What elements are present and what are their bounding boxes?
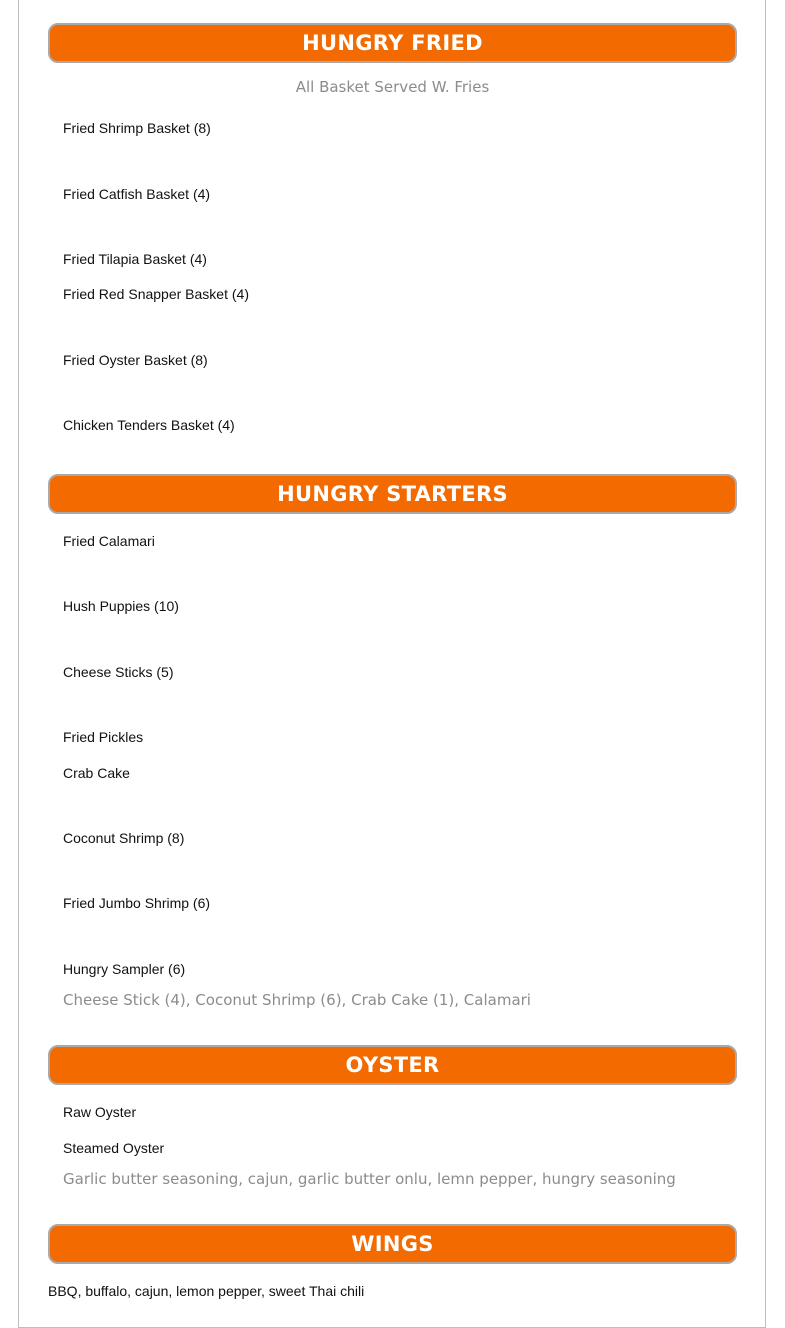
- menu-item: Steamed Oyster: [63, 1140, 165, 1156]
- menu-item: Crab Cake: [63, 765, 130, 781]
- section-header-wings: WINGS: [48, 1224, 737, 1264]
- menu-item: Coconut Shrimp (8): [63, 830, 185, 846]
- section-subtitle: All Basket Served W. Fries: [295, 78, 490, 96]
- wings-flavors: BBQ, buffalo, cajun, lemon pepper, sweet Thai chili: [48, 1283, 365, 1299]
- menu-item: Fried Shrimp Basket (8): [63, 120, 211, 136]
- menu-item: Hungry Sampler (6): [63, 961, 186, 977]
- menu-item: Hush Puppies (10): [63, 598, 179, 614]
- menu-item: Fried Jumbo Shrimp (6): [63, 895, 211, 911]
- menu-item: Fried Red Snapper Basket (4): [63, 286, 249, 302]
- item-description: Cheese Stick (4), Coconut Shrimp (6), Crab Cake (1), Calamari: [63, 991, 531, 1009]
- menu-item: Fried Pickles: [63, 729, 144, 745]
- menu-item: Fried Catfish Basket (4): [63, 186, 211, 202]
- section-header-oyster: OYSTER: [48, 1045, 737, 1085]
- menu-item: Chicken Tenders Basket (4): [63, 417, 235, 433]
- menu-item: Cheese Sticks (5): [63, 664, 174, 680]
- menu-item: Fried Oyster Basket (8): [63, 352, 208, 368]
- menu-item: Fried Tilapia Basket (4): [63, 251, 207, 267]
- item-description: Garlic butter seasoning, cajun, garlic butter onlu, lemn pepper, hungry seasoning: [63, 1170, 676, 1188]
- menu-item: Raw Oyster: [63, 1104, 137, 1120]
- section-header-hungry-fried: HUNGRY FRIED: [48, 23, 737, 63]
- section-header-hungry-starters: HUNGRY STARTERS: [48, 474, 737, 514]
- menu-item: Fried Calamari: [63, 533, 155, 549]
